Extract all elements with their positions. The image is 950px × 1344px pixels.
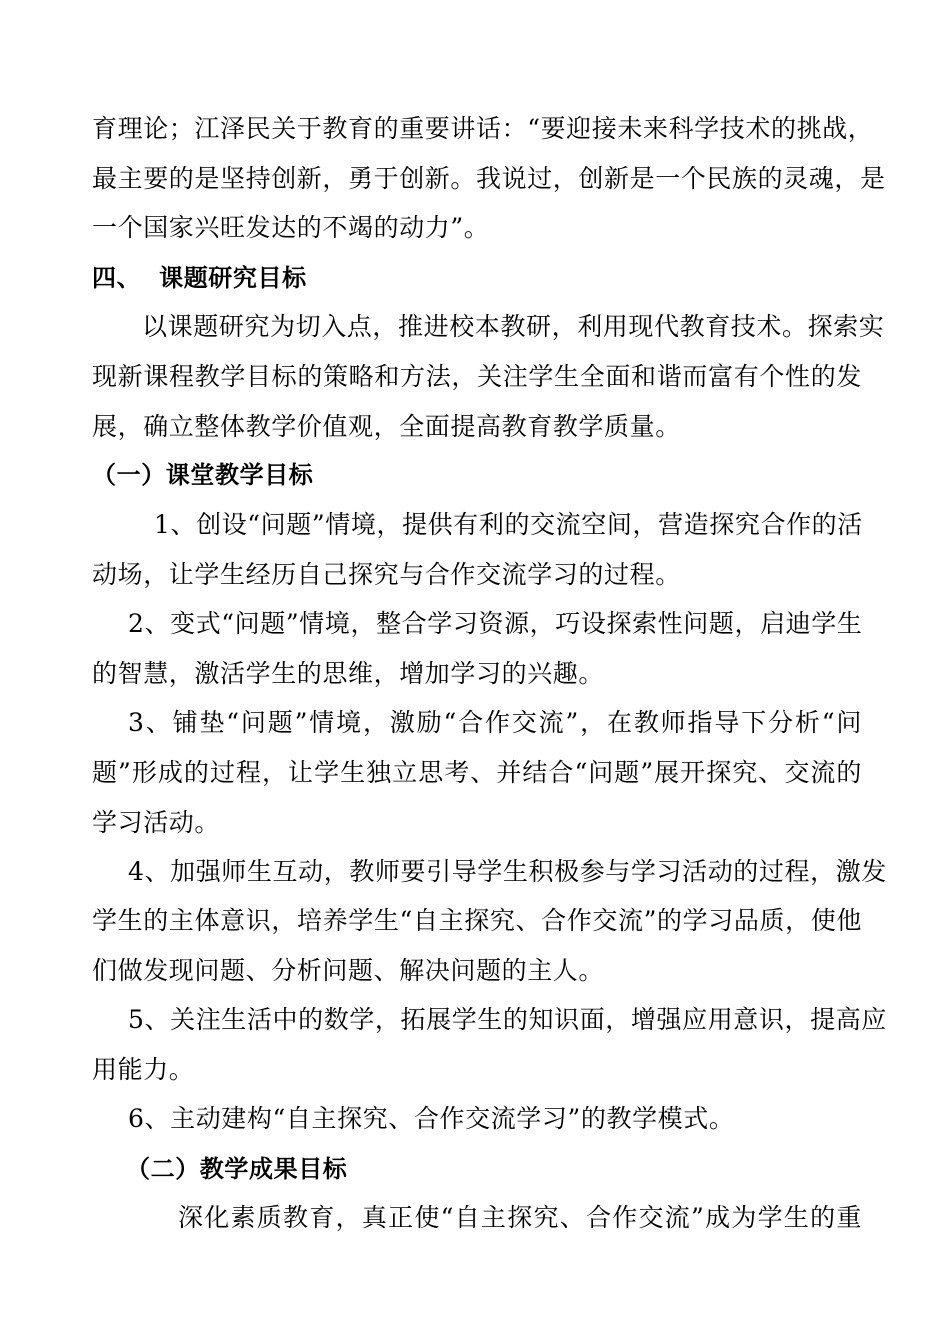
text-line: 1、创设“问题”情境，提供有利的交流空间，营造探究合作的活 [154,510,863,539]
text-line: 5、关注生活中的数学，拓展学生的知识面，增强应用意识，提高应 [128,1005,887,1034]
text-line: 学习活动。 [92,808,221,837]
text-line: 用能力。 [92,1055,195,1084]
section-heading: 四、 课题研究目标 [92,264,307,292]
text-line: 2、变式“问题”情境，整合学习资源，巧设探索性问题，启迪学生 [128,609,863,638]
text-line: 4、加强师生互动，教师要引导学生积极参与学习活动的过程，激发 [128,857,887,886]
text-line: 深化素质教育，真正使“自主探究、合作交流”成为学生的重 [178,1203,862,1232]
subsection-heading: （二）教学成果目标 [126,1155,348,1183]
text-line: 6、主动建构“自主探究、合作交流学习”的教学模式。 [128,1104,735,1133]
text-line: 展，确立整体教学价值观，全面提高教育教学质量。 [92,412,681,441]
text-line: 以课题研究为切入点，推进校本教研，利用现代教育技术。探索实 [142,312,885,341]
text-line: 动场，让学生经历自己探究与合作交流学习的过程。 [92,560,681,589]
text-line: 的智慧，激活学生的思维，增加学习的兴趣。 [92,659,605,688]
text-line: 们做发现问题、分析问题、解决问题的主人。 [92,956,605,985]
text-line: 现新课程教学目标的策略和方法，关注学生全面和谐而富有个性的发 [92,362,862,391]
text-line: 学生的主体意识，培养学生“自主探究、合作交流”的学习品质，使他 [92,906,862,935]
text-line: 一个国家兴旺发达的不竭的动力”。 [92,213,490,242]
text-line: 育理论；江泽民关于教育的重要讲话：“要迎接未来科学技术的挑战， [92,114,874,143]
text-line: 最主要的是坚持创新，勇于创新。我说过，创新是一个民族的灵魂，是 [92,164,886,193]
subsection-heading: （一）课堂教学目标 [92,461,314,489]
text-line: 题”形成的过程，让学生独立思考、并结合“问题”展开探究、交流的 [92,758,862,787]
text-line: 3、铺垫“问题”情境，激励“合作交流”，在教师指导下分析“问 [128,708,862,737]
